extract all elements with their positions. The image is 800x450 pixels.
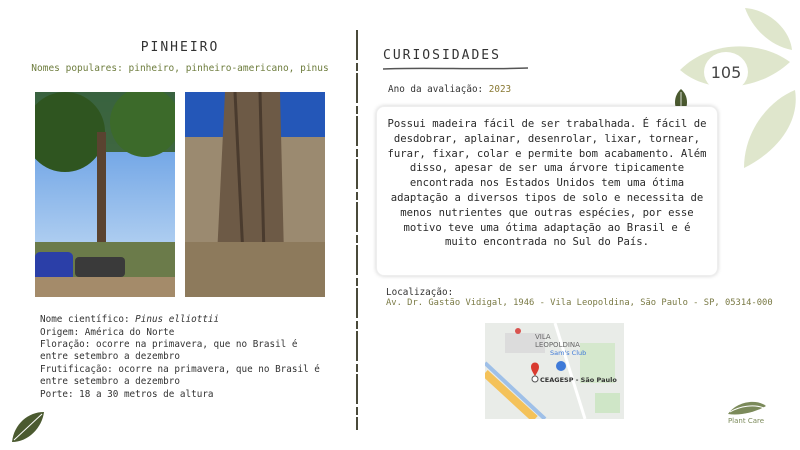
origin: Origem: América do Norte	[40, 327, 175, 338]
map-label-club: Sam's Club	[550, 349, 587, 357]
flowering-line-1: Floração: ocorre na primavera, que no Brasil é	[40, 339, 298, 350]
popular-names: Nomes populares: pinheiro, pinheiro-americano, pinus	[31, 63, 329, 74]
curiosities-title: CURIOSIDADES	[383, 48, 501, 63]
tree-photo-2	[185, 92, 325, 297]
plant-care-logo	[718, 392, 774, 436]
tree-photo-1	[35, 92, 175, 297]
fruiting-line-2: entre setembro a dezembro	[40, 376, 180, 387]
plant-size: Porte: 18 a 30 metros de altura	[40, 389, 214, 400]
title-underline	[383, 66, 528, 71]
curiosities-text: Possui madeira fácil de ser trabalhada. É fácil de desdobrar, aplainar, desenrolar, lixar, tornear, furar, fixar, colar e permite bom acabamento. Além disso, apesar de ser uma árvore tipicamente encontrada nos Estados Unidos tem uma ótima adaptação a diversos tipos de solo e necessita de menos nutrientes que outras espécies, por esse motivo teve uma ótima adaptação ao Brasil e é muito encontrada no Sul do País.	[387, 118, 707, 249]
map-label-district-1: VILA	[535, 333, 551, 341]
location-map[interactable]	[485, 323, 624, 419]
brand-name: Plant Care	[727, 417, 765, 425]
location-label: Localização:	[386, 287, 454, 298]
scientific-name: Nome científico: Pinus elliottii	[40, 314, 220, 325]
evaluation-year: Ano da avaliação: 2023	[388, 84, 512, 95]
location-address: Av. Dr. Gastão Vidigal, 1946 - Vila Leopoldina, São Paulo - SP, 05314-000	[386, 298, 773, 308]
plant-title: PINHEIRO	[140, 40, 220, 55]
map-label-place: CEAGESP - São Paulo	[540, 376, 617, 384]
column-divider	[355, 30, 359, 430]
curiosities-card	[376, 106, 718, 276]
fruiting-line-1: Frutificação: ocorre na primavera, que no Brasil é	[40, 364, 320, 375]
flowering-line-2: entre setembro a dezembro	[40, 351, 180, 362]
page-number: 105	[704, 52, 748, 92]
leaf-icon	[8, 406, 48, 446]
map-label-district-2: LEOPOLDINA	[535, 341, 580, 349]
